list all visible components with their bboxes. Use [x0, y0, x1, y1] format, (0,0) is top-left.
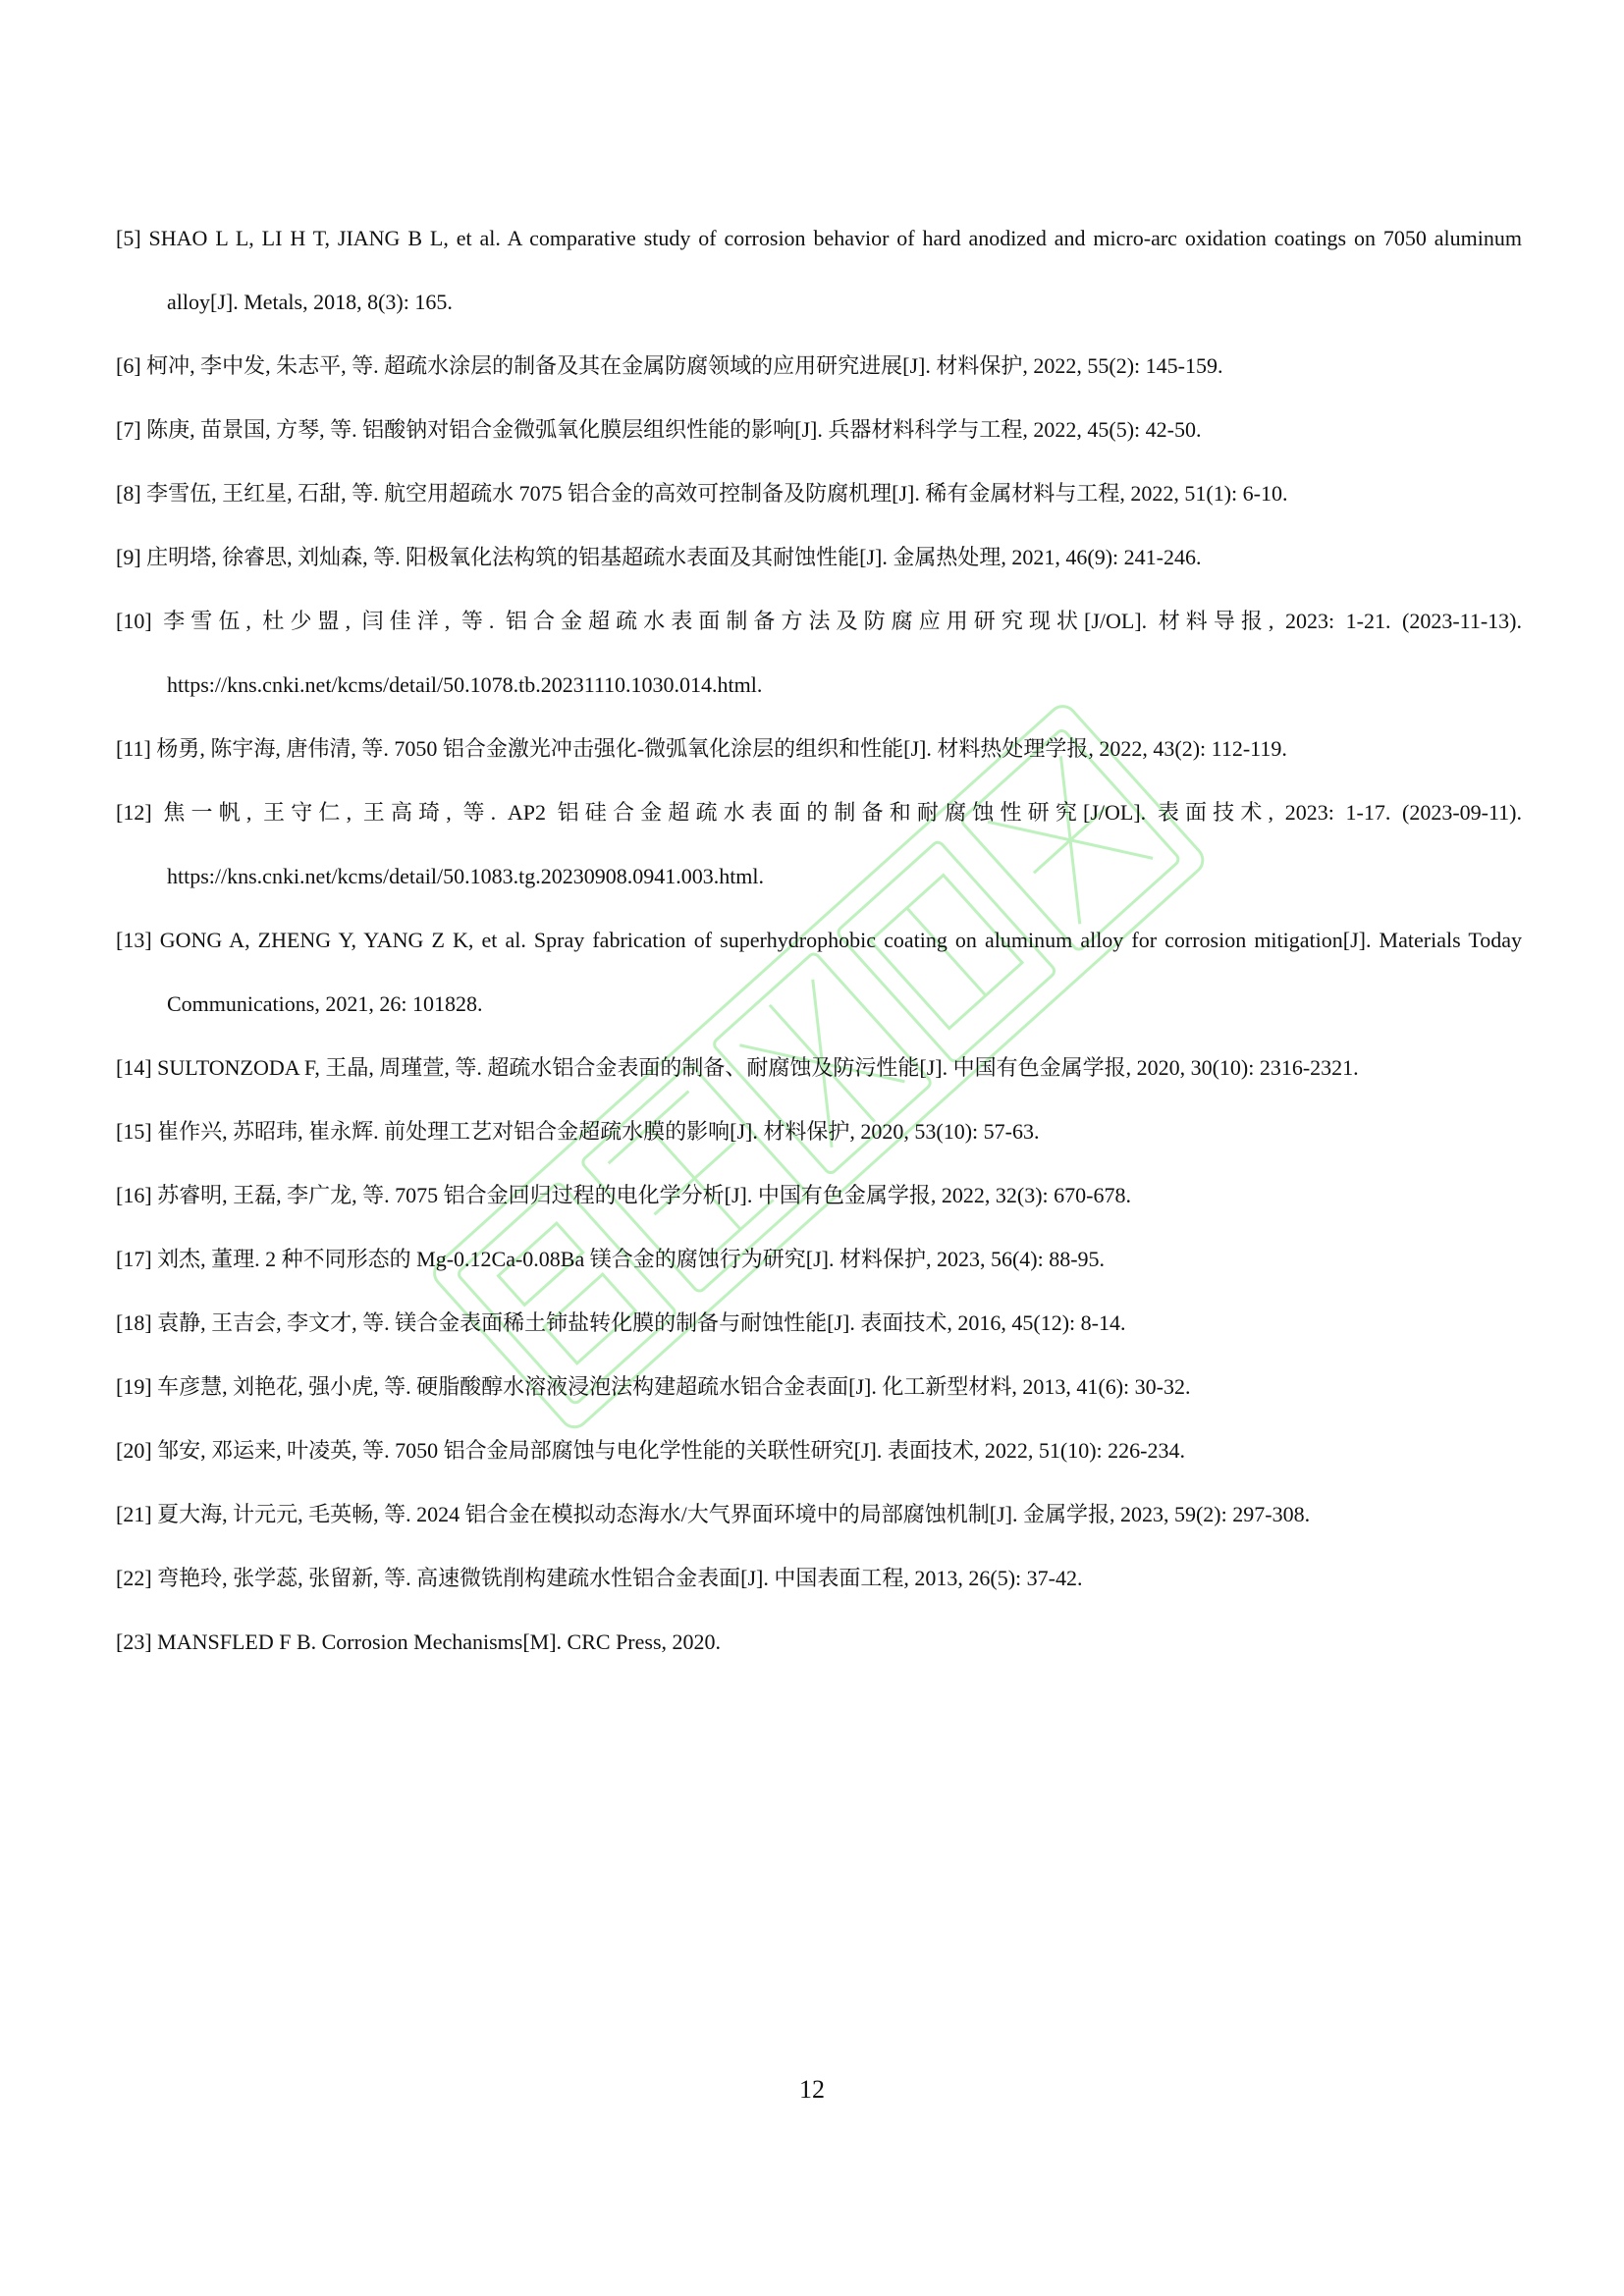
reference-item — [116, 461, 1522, 525]
reference-item — [116, 525, 1522, 589]
reference-number: [14] — [116, 1055, 152, 1080]
reference-text: SHAO L L, LI H T, JIANG B L, et al. A comparative study of corrosion behavior of hard anodized and micro-arc oxidation coatings on 7050 aluminum alloy[J]. Metals, 2018, 8(3): 165. — [148, 226, 1522, 314]
reference-number: [5] — [116, 226, 141, 250]
reference-item — [116, 1291, 1522, 1355]
reference-number: [18] — [116, 1310, 152, 1335]
reference-item — [116, 1418, 1522, 1482]
reference-text: 焦一帆, 王守仁, 王高琦, 等. AP2 铝硅合金超疏水表面的制备和耐腐蚀性研究[J/OL]. 表面技术, 2023: 1-17. (2023-09-11). https://kns.cnki.net/kcms/detail/50.1083.tg.20230908.0941.003.html. — [163, 800, 1522, 888]
reference-number: [19] — [116, 1374, 152, 1399]
reference-item — [116, 908, 1522, 1036]
reference-number: [10] — [116, 609, 152, 633]
reference-text: GONG A, ZHENG Y, YANG Z K, et al. Spray fabrication of superhydrophobic coating on aluminum alloy for corrosion mitigation[J]. Materials Today Communications, 2021, 26: 101828. — [159, 928, 1522, 1016]
reference-text: 庄明塔, 徐睿思, 刘灿森, 等. 阳极氧化法构筑的铝基超疏水表面及其耐蚀性能[J]. 金属热处理, 2021, 46(9): 241-246. — [146, 545, 1202, 569]
reference-item — [116, 1355, 1522, 1418]
reference-text: 崔作兴, 苏昭玮, 崔永辉. 前处理工艺对铝合金超疏水膜的影响[J]. 材料保护, 2020, 53(10): 57-63. — [157, 1119, 1040, 1144]
reference-number: [23] — [116, 1629, 152, 1654]
reference-text: 李雪伍, 王红星, 石甜, 等. 航空用超疏水 7075 铝合金的高效可控制备及防腐机理[J]. 稀有金属材料与工程, 2022, 51(1): 6-10. — [146, 481, 1288, 506]
reference-number: [20] — [116, 1438, 152, 1463]
reference-number: [22] — [116, 1566, 152, 1590]
reference-text: SULTONZODA F, 王晶, 周瑾萱, 等. 超疏水铝合金表面的制备、耐腐蚀及防污性能[J]. 中国有色金属学报, 2020, 30(10): 2316-2321. — [157, 1055, 1359, 1080]
reference-text: 柯冲, 李中发, 朱志平, 等. 超疏水涂层的制备及其在金属防腐领域的应用研究进展[J]. 材料保护, 2022, 55(2): 145-159. — [146, 353, 1223, 378]
reference-text: 袁静, 王吉会, 李文才, 等. 镁合金表面稀土铈盐转化膜的制备与耐蚀性能[J]. 表面技术, 2016, 45(12): 8-14. — [157, 1310, 1126, 1335]
reference-item — [116, 1610, 1522, 1674]
reference-item — [116, 589, 1522, 717]
reference-item — [116, 717, 1522, 780]
reference-item — [116, 1227, 1522, 1291]
reference-text: 车彦慧, 刘艳花, 强小虎, 等. 硬脂酸醇水溶液浸泡法构建超疏水铝合金表面[J]. 化工新型材料, 2013, 41(6): 30-32. — [157, 1374, 1191, 1399]
reference-number: [9] — [116, 545, 141, 569]
reference-number: [11] — [116, 736, 151, 761]
reference-number: [8] — [116, 481, 141, 506]
reference-number: [21] — [116, 1502, 152, 1526]
reference-text: 邹安, 邓运来, 叶凌英, 等. 7050 铝合金局部腐蚀与电化学性能的关联性研究[J]. 表面技术, 2022, 51(10): 226-234. — [157, 1438, 1185, 1463]
reference-text: MANSFLED F B. Corrosion Mechanisms[M]. CRC Press, 2020. — [157, 1629, 722, 1654]
reference-number: [7] — [116, 417, 141, 442]
reference-number: [12] — [116, 800, 152, 825]
reference-item — [116, 206, 1522, 334]
reference-item — [116, 398, 1522, 461]
page-number: 12 — [799, 2075, 825, 2104]
reference-text: 李雪伍, 杜少盟, 闫佳洋, 等. 铝合金超疏水表面制备方法及防腐应用研究现状[J/OL]. 材料导报, 2023: 1-21. (2023-11-13). https://kns.cnki.net/kcms/detail/50.1078.tb.20231110.1030.014.html. — [163, 609, 1522, 697]
reference-number: [16] — [116, 1183, 152, 1207]
reference-text: 陈庚, 苗景国, 方琴, 等. 铝酸钠对铝合金微弧氧化膜层组织性能的影响[J]. 兵器材料科学与工程, 2022, 45(5): 42-50. — [146, 417, 1202, 442]
reference-item — [116, 1099, 1522, 1163]
reference-number: [13] — [116, 928, 152, 952]
reference-number: [17] — [116, 1247, 152, 1271]
reference-item — [116, 780, 1522, 908]
reference-text: 刘杰, 董理. 2 种不同形态的 Mg-0.12Ca-0.08Ba 镁合金的腐蚀行为研究[J]. 材料保护, 2023, 56(4): 88-95. — [157, 1247, 1106, 1271]
reference-item — [116, 1036, 1522, 1099]
reference-text: 苏睿明, 王磊, 李广龙, 等. 7075 铝合金回归过程的电化学分析[J]. 中国有色金属学报, 2022, 32(3): 670-678. — [157, 1183, 1131, 1207]
reference-text: 杨勇, 陈宇海, 唐伟清, 等. 7050 铝合金激光冲击强化-微弧氧化涂层的组织和性能[J]. 材料热处理学报, 2022, 43(2): 112-119. — [156, 736, 1287, 761]
reference-item — [116, 1546, 1522, 1610]
reference-text: 夏大海, 计元元, 毛英畅, 等. 2024 铝合金在模拟动态海水/大气界面环境中的局部腐蚀机制[J]. 金属学报, 2023, 59(2): 297-308. — [157, 1502, 1311, 1526]
reference-item — [116, 1482, 1522, 1546]
reference-number: [6] — [116, 353, 141, 378]
reference-list — [116, 206, 1522, 1674]
reference-text: 弯艳玲, 张学蕊, 张留新, 等. 高速微铣削构建疏水性铝合金表面[J]. 中国表面工程, 2013, 26(5): 37-42. — [157, 1566, 1083, 1590]
reference-item — [116, 334, 1522, 398]
reference-item — [116, 1163, 1522, 1227]
reference-number: [15] — [116, 1119, 152, 1144]
